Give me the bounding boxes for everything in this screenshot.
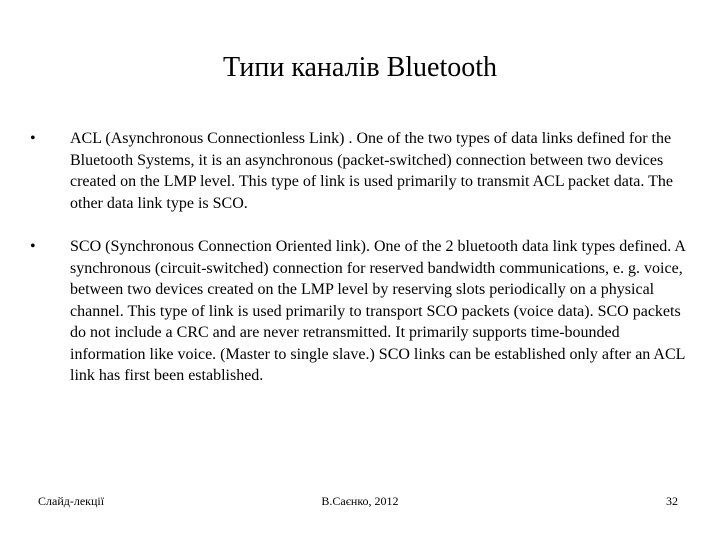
bullet-item-sco <box>30 236 690 387</box>
footer-course-label: Слайд-лекції <box>38 494 105 508</box>
bullet-marker-icon: • <box>30 130 36 147</box>
page-number: 32 <box>666 494 678 508</box>
bullet-text: ACL (Asynchronous Connectionless Link) . One of the two types of data links defined for the Bluetooth Systems, it is an asynchronous (packet-switched) connection between two devices created on the LMP level. This type of link is used primarily to transmit ACL packet data. The other data link type is SCO. <box>70 130 673 212</box>
bullet-item-acl <box>30 128 690 214</box>
slide-title: Типи каналів Bluetooth <box>222 52 498 83</box>
footer-author: В.Саєнко, 2012 <box>321 494 399 508</box>
bullet-text: SCO (Synchronous Connection Oriented link). One of the 2 bluetooth data link types defined. A synchronous (circuit-switched) connection for reserved bandwidth communications, e. g. voice, between two devices created on the LMP level by reserving slots periodically on a physical channel. This type of link is used primarily to transport SCO packets (voice data). SCO packets do not include a CRC and are never retransmitted. It primarily supports time-bounded information like voice. (Master to single slave.) SCO links can be established only after an ACL link has first been established. <box>70 238 686 384</box>
bullet-marker-icon: • <box>30 238 36 255</box>
bullet-list <box>30 128 690 409</box>
